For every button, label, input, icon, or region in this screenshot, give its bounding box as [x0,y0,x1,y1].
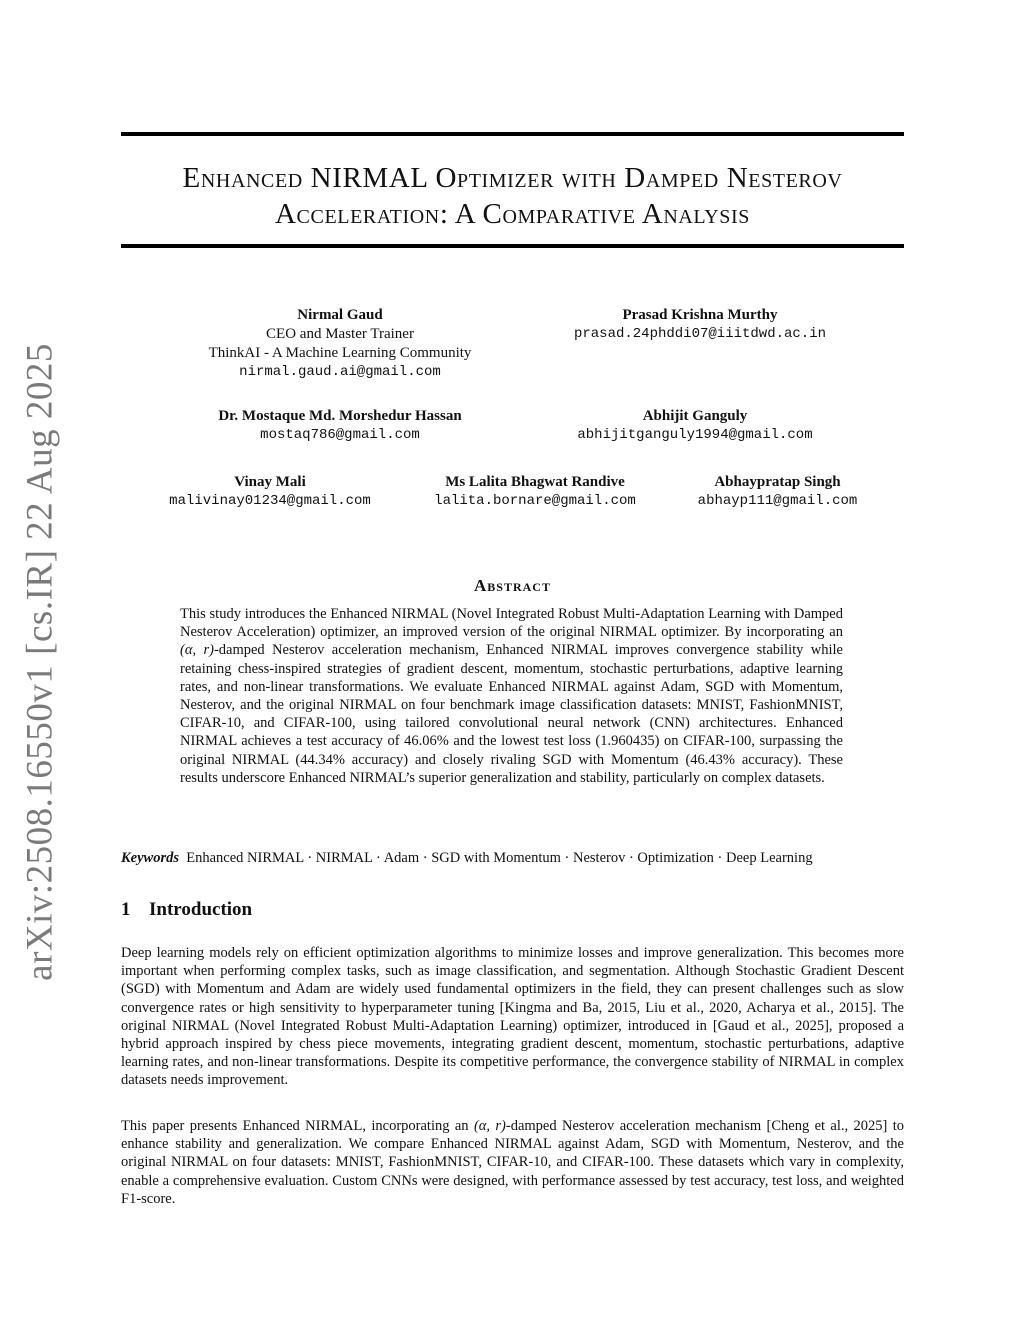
author-affiliation: ThinkAI - A Machine Learning Community [208,345,472,361]
keywords-line [121,849,911,867]
arxiv-identifier: arXiv:2508.16550v1 [cs.IR] 22 Aug 2025 [19,343,61,981]
author-email[interactable]: nirmal.gaud.ai@gmail.com [239,364,441,380]
intro-p2-part-2: -damped Nesterov acceleration mechanism [Cheng et al., 2025] to enhance stability and generalization. We compare Enhanced NIRMAL against Adam, SGD with Momentum, Nesterov, and the original NIRMAL on four datasets: MNIST, FashionMNIST, CIFAR-10, and CIFAR-100. These datasets which vary in complexity, enable a comprehensive evaluation. Custom CNNs were designed, with performance assessed by test accuracy, test loss, and weighted F1-score. [121,1118,904,1207]
author-email[interactable]: lalita.bornare@gmail.com [434,493,636,509]
title-top-rule [121,132,904,136]
author-name: Prasad Krishna Murthy [622,307,778,323]
section-title: Introduction [149,899,253,920]
paper-title [121,160,904,232]
author-block-7 [680,473,875,511]
author-name: Abhaypratap Singh [714,474,841,490]
keywords-label: Keywords [121,850,179,866]
title-bottom-rule [121,244,904,248]
author-name: Ms Lalita Bhagwat Randive [445,474,625,490]
author-email[interactable]: malivinay01234@gmail.com [169,493,371,509]
author-block-4 [545,407,845,445]
author-block-6 [410,473,660,511]
author-email[interactable]: prasad.24phddi07@iiitdwd.ac.in [573,326,827,342]
intro-p2-part-1: This paper presents Enhanced NIRMAL, incorporating an [121,1118,474,1134]
title-line-2: Acceleration: A Comparative Analysis [275,198,750,230]
section-number: 1 [121,899,131,920]
intro-p2-math: (α, r) [473,1118,506,1134]
author-email[interactable]: abhayp111@gmail.com [697,493,858,509]
intro-paragraph-2 [121,1117,904,1208]
abstract-body [180,605,843,787]
author-block-2 [545,306,855,344]
author-block-3 [180,407,500,445]
intro-paragraph-1: Deep learning models rely on efficient optimization algorithms to minimize losses and improve generalization. This becomes more important when performing complex tasks, such as image classification, and segmentation. Although Stochastic Gradient Descent (SGD) with Momentum and Adam are widely used fundamental optimizers in the field, they can present challenges such as slow convergence rates or high sensitivity to hyperparameter tuning [Kingma and Ba, 2015, Liu et al., 2020, Acharya et al., 2015]. The original NIRMAL (Novel Integrated Robust Multi-Adaptation Learning) optimizer, introduced in [Gaud et al., 2025], proposed a hybrid approach inspired by chess piece movements, integrating gradient descent, momentum, stochastic perturbations, adaptive learning rates, and non-linear transformations. Despite its competitive performance, the convergence stability of NIRMAL in complex datasets needs improvement. [121,945,904,1089]
section-heading-introduction [121,899,252,921]
author-name: Abhijit Ganguly [642,408,748,424]
author-block-1 [190,306,490,382]
abstract-text-part-1: This study introduces the Enhanced NIRMAL (Novel Integrated Robust Multi-Adaptation Learning with Damped Nesterov Acceleration) optimizer, an improved version of the original NIRMAL optimizer. By incorporating an [180,606,843,641]
author-email[interactable]: abhijitganguly1994@gmail.com [577,427,813,443]
title-line-1: Enhanced NIRMAL Optimizer with Damped Nesterov [182,162,843,194]
author-role: CEO and Master Trainer [266,326,414,342]
author-name: Nirmal Gaud [297,307,383,323]
author-email[interactable]: mostaq786@gmail.com [260,427,420,443]
abstract-math: (α, r) [180,642,214,659]
author-name: Vinay Mali [234,474,306,490]
keywords-list: Enhanced NIRMAL · NIRMAL · Adam · SGD with Momentum · Nesterov · Optimization · Deep Learning [186,850,813,866]
author-name: Dr. Mostaque Md. Morshedur Hassan [218,408,462,424]
author-block-5 [150,473,390,511]
abstract-text-part-2: -damped Nesterov acceleration mechanism, Enhanced NIRMAL improves convergence stability while retaining chess-inspired strategies of gradient descent, momentum, stochastic perturbations, adaptive learning rates, and non-linear transformations. We evaluate Enhanced NIRMAL against Adam, SGD with Momentum, Nesterov, and the original NIRMAL on four benchmark image classification datasets: MNIST, FashionMNIST, CIFAR-10, and CIFAR-100, using tailored convolutional neural network (CNN) architectures. Enhanced NIRMAL achieves a test accuracy of 46.06% and the lowest test loss (1.960435) on CIFAR-100, surpassing the original NIRMAL (44.34% accuracy) and closely rivaling SGD with Momentum (46.43% accuracy). These results underscore Enhanced NIRMAL’s superior generalization and stability, particularly on complex datasets. [180,642,843,786]
abstract-heading: Abstract [474,576,551,595]
